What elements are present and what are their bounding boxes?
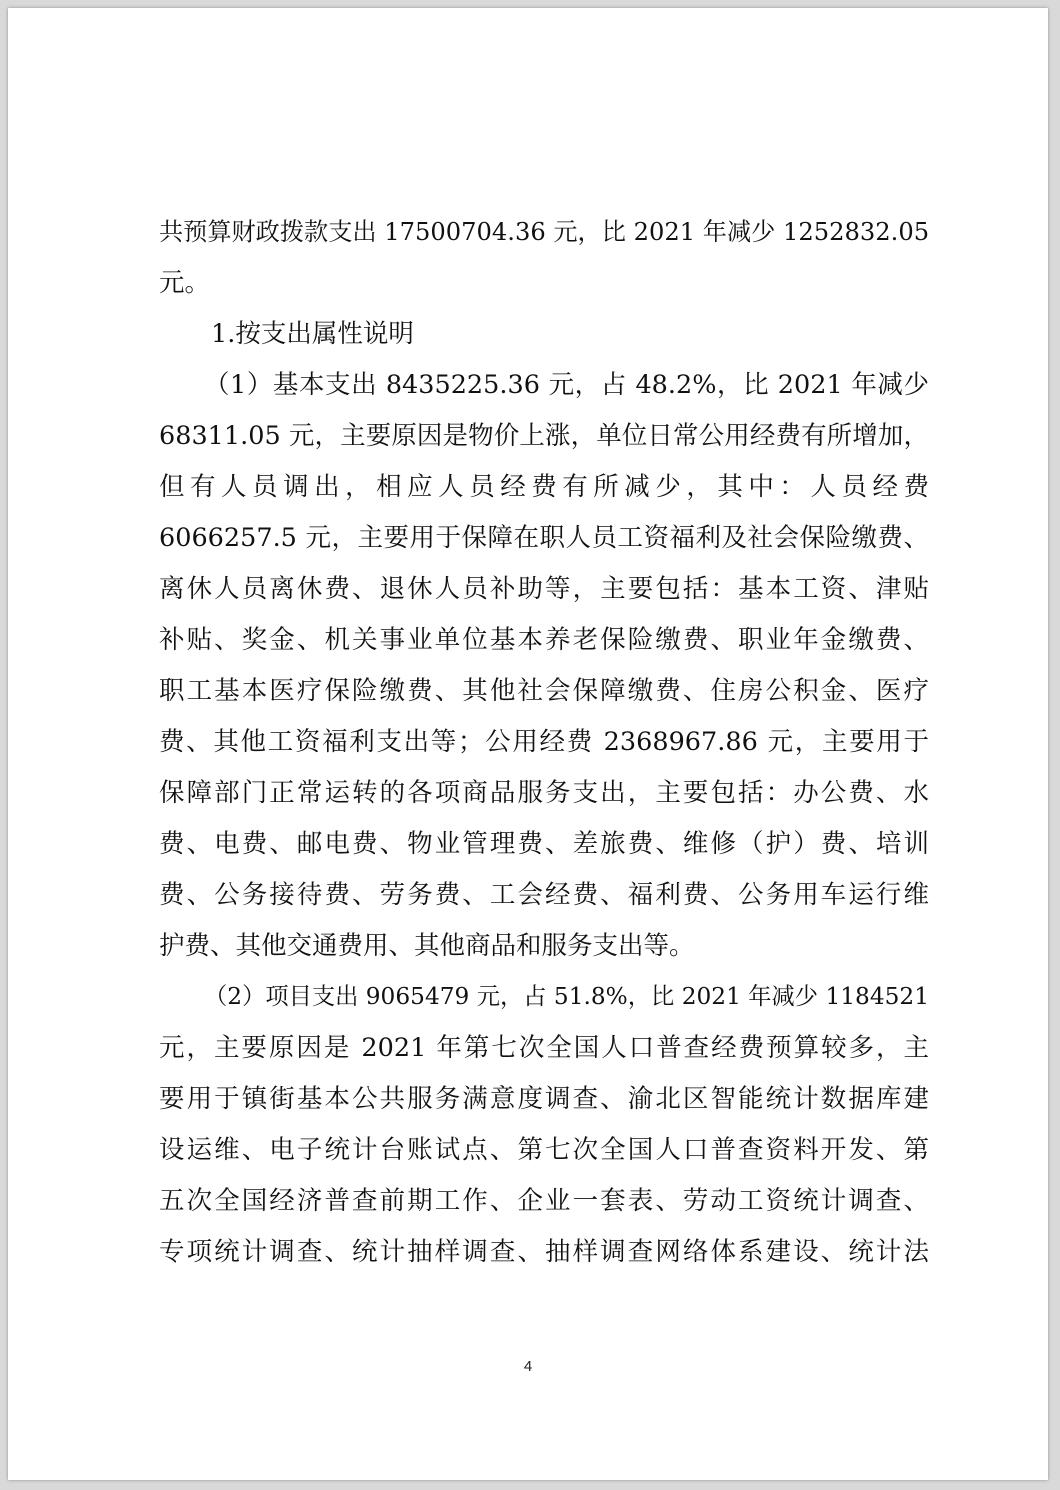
section-heading: 1.按支出属性说明 [211,319,414,349]
text-line: 但有人员调出，相应人员经费有所减少，其中：人员经费 [159,472,929,502]
text-line: （2）项目支出 9065479 元，占 51.8%，比 2021 年减少 1184521 [204,983,929,1010]
text-line: 离休人员离休费、退休人员补助等，主要包括：基本工资、津贴 [159,574,929,604]
text-line: （1）基本支出 8435225.36 元，占 48.2%，比 2021 年减少 [204,370,929,400]
text-line: 6066257.5 元，主要用于保障在职人员工资福利及社会保险缴费、 [159,523,929,553]
text-line: 护费、其他交通费用、其他商品和服务支出等。 [159,931,695,961]
text-line: 专项统计调查、统计抽样调查、抽样调查网络体系建设、统计法 [159,1237,929,1267]
text-line: 费、电费、邮电费、物业管理费、差旅费、维修（护）费、培训 [159,829,929,859]
text-line: 设运维、电子统计台账试点、第七次全国人口普查资料开发、第 [159,1135,929,1165]
text-line: 五次全国经济普查前期工作、企业一套表、劳动工资统计调查、 [159,1186,929,1216]
text-line: 共预算财政拨款支出 17500704.36 元，比 2021 年减少 1252832.05 [159,218,930,246]
text-line: 元，主要原因是 2021 年第七次全国人口普查经费预算较多，主 [159,1033,929,1063]
text-line: 要用于镇街基本公共服务满意度调查、渝北区智能统计数据库建 [159,1084,929,1114]
text-line: 费、公务接待费、劳务费、工会经费、福利费、公务用车运行维 [159,880,929,910]
text-line: 费、其他工资福利支出等；公用经费 2368967.86 元，主要用于 [159,727,929,757]
text-line: 职工基本医疗保险缴费、其他社会保障缴费、住房公积金、医疗 [159,676,929,706]
text-line: 保障部门正常运转的各项商品服务支出，主要包括：办公费、水 [159,778,929,808]
document-page [8,8,1048,1480]
text-line: 68311.05 元，主要原因是物价上涨，单位日常公用经费有所增加， [159,421,929,451]
text-line: 补贴、奖金、机关事业单位基本养老保险缴费、职业年金缴费、 [159,625,929,655]
page-number: 4 [523,1358,533,1375]
text-line: 元。 [159,268,211,298]
